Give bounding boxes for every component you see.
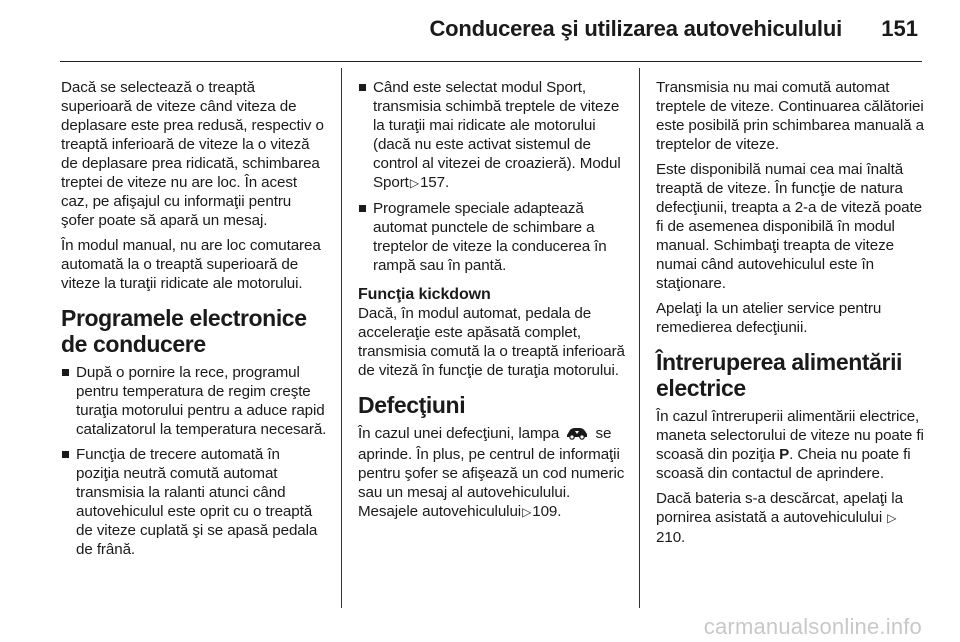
- faults-text-end: se aprinde. În plus, pe centrul de informaţii pentru şofer se afişează un cod numeric sau un mesaj al autovehiculului. Mesajele autovehiculului: [358, 425, 625, 520]
- jump-start-text: Dacă bateria s-a descărcat, apelaţi la pornirea asistată a autovehiculului: [656, 490, 903, 526]
- page-reference[interactable]: 157.: [419, 174, 450, 191]
- paragraph-power-interruption: [656, 407, 926, 483]
- programs-list-continued: [358, 78, 628, 275]
- power-text-start: În cazul întreruperii alimentării electrice, maneta selectorului de viteze nu poate fi scoasă din poziţia: [656, 408, 924, 463]
- heading-electronic-programs: Programele electronice de conducere: [61, 305, 307, 357]
- bullet-square-icon: [62, 451, 69, 458]
- list-item-text: Când este selectat modul Sport, transmisia schimbă treptele de viteze la turaţii mai ridicate ale motorului (dacă nu este activat sistemul de control al vitezei de croazieră). Modul Sport: [373, 79, 621, 191]
- paragraph-highest-gear: Este disponibilă numai cea mai înaltă treaptă de viteze. În funcţie de natura defecţiunii, treapta a 2-a de viteză poate fi de asemenea disponibilă în modul manual. Schimbaţi treapta de viteze numai când autovehiculul este în staţionare.: [656, 161, 922, 292]
- paragraph-no-auto-shift: Transmisia nu mai comută automat treptele de viteze. Continuarea călătoriei este posibilă prin schimbarea manuală a treptelor de viteze.: [656, 79, 924, 153]
- bullet-square-icon: [359, 84, 366, 91]
- column-3: [656, 78, 926, 553]
- power-text-end: . Cheia nu poate fi scoasă din contactul de aprindere.: [656, 446, 911, 482]
- bullet-square-icon: [359, 205, 366, 212]
- bullet-square-icon: [62, 369, 69, 376]
- paragraph-faults: [358, 424, 628, 522]
- list-item: [358, 199, 628, 275]
- list-item-text: Programele speciale adaptează automat punctele de schimbare a treptelor de viteze la conducerea în rampă sau în pantă.: [373, 200, 607, 274]
- heading-faults: Defecţiuni: [358, 392, 466, 418]
- header-rule: [60, 61, 922, 62]
- paragraph-service: Apelaţi la un atelier service pentru remedierea defecţiunii.: [656, 300, 882, 336]
- list-item: [358, 78, 628, 193]
- faults-text-start: În cazul unei defecţiuni, lampa: [358, 425, 560, 442]
- page-reference[interactable]: 109.: [532, 503, 562, 520]
- list-item-text: Funcţia de trecere automată în poziţia neutră comută automat transmisia la ralanti atunci când autovehiculul este oprit cu o treaptă de viteze cuplată şi se apasă pedala de frână.: [76, 446, 318, 558]
- paragraph-jump-start: [656, 489, 926, 547]
- vehicle-fault-lamp-icon: [565, 426, 589, 445]
- selector-position-p: P: [779, 446, 790, 463]
- programs-list: [61, 363, 327, 559]
- watermark: carmanualsonline.info: [703, 614, 922, 639]
- heading-kickdown: Funcţia kickdown: [358, 286, 491, 303]
- list-item: [61, 445, 327, 559]
- column-separator-1: [341, 68, 342, 608]
- triangle-right-icon: ▷: [409, 176, 419, 190]
- paragraph-kickdown: Dacă, în modul automat, pedala de acceleraţie este apăsată complet, transmisia comută la o treaptă inferioară de viteză în funcţie de turaţia motorului.: [358, 305, 625, 379]
- heading-power-interruption: Întreruperea alimentării electrice: [656, 349, 903, 401]
- page-header: [0, 0, 960, 62]
- chapter-title: Conducerea şi utilizarea autovehiculului: [429, 16, 842, 41]
- triangle-right-icon: ▷: [887, 511, 897, 525]
- page-number: 151: [881, 16, 918, 41]
- paragraph-gear-selection: Dacă se selectează o treaptă superioară de viteze când viteza de deplasare este prea redusă, respectiv o treaptă inferioară de viteze la o viteză de deplasare prea ridicată, schimbarea treptei de viteze nu are loc. În acest caz, pe afişajul cu informaţii pentru şofer poate să apară un mesaj.: [61, 79, 324, 229]
- column-2: [358, 78, 628, 528]
- page-reference[interactable]: 210.: [656, 529, 686, 546]
- column-separator-2: [639, 68, 640, 608]
- list-item-text: După o pornire la rece, programul pentru temperatura de regim creşte turaţia motorului pentru a aduce rapid catalizatorul la temperatura necesară.: [76, 364, 327, 438]
- column-1: [61, 78, 327, 565]
- paragraph-manual-mode: În modul manual, nu are loc comutarea automată la o treaptă superioară de viteze la turaţii ridicate ale motorului.: [61, 237, 321, 292]
- list-item: [61, 363, 327, 439]
- triangle-right-icon: ▷: [522, 505, 532, 519]
